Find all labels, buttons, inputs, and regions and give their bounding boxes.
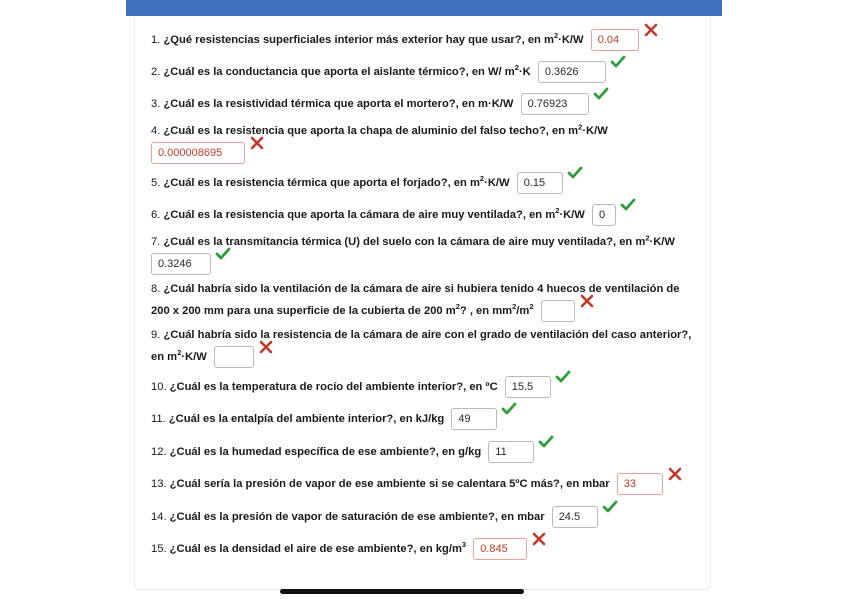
answer-input-14[interactable]: 24.5 [552,506,598,528]
answer-input-10[interactable]: 15.5 [505,376,551,398]
question-text: ¿Cuál es la resistencia que aporta la chapa de aluminio del falso techo?, en m [163,125,579,137]
superscript: 2 [553,31,559,41]
question-13 [151,473,701,495]
question-number: 13. [151,477,167,490]
question-4 [151,122,701,164]
question-unit: ·K/W [558,33,584,46]
question-15 [151,538,701,560]
question-text: ¿Cuál sería la presión de vapor de ese ambiente si se calentara 5ºC más?, en mbar [169,477,610,490]
answer-input-9[interactable] [214,346,254,368]
superscript: 2 [455,302,460,312]
question-text: ¿Cuál es la presión de vapor de saturación de ese ambiente?, en mbar [169,510,545,523]
question-number: 2. [151,65,161,78]
answer-input-13[interactable]: 33 [617,473,663,495]
question-1 [151,29,701,51]
question-12 [151,441,701,463]
answer-input-15[interactable]: 0.845 [473,538,527,560]
question-text: ¿Cuál es la resistencia térmica que aporta el forjado?, en m [163,176,480,189]
question-number: 6. [151,208,161,221]
question-text: ¿Cuál es la conductancia que aporta el aislante térmico?, en W/ m [163,65,515,78]
superscript: 2 [578,122,583,132]
question-number: 3. [151,97,161,110]
question-unit: ·K/W [582,125,608,137]
question-unit: /m [516,304,530,317]
superscript: 2 [512,302,517,312]
question-text: ¿Cuál es la transmitancia térmica (U) del suelo con la cámara de aire muy ventilada?, en m [163,236,646,248]
check-icon [610,55,626,69]
question-number: 12. [151,445,167,458]
check-icon [567,166,583,180]
question-6 [151,204,701,226]
question-3 [151,93,701,115]
cross-icon [667,467,683,481]
answer-input-7[interactable]: 0.3246 [151,253,211,275]
answer-input-8[interactable] [541,300,575,322]
superscript: 2 [555,206,560,216]
question-number: 8. [151,283,161,295]
check-icon [620,198,636,212]
question-text-cont: 200 x 200 mm para una superficie de la cubierta de 200 m [151,304,456,317]
question-5 [151,172,701,194]
check-icon [215,247,231,261]
question-11 [151,408,701,430]
question-9 [151,326,701,368]
question-text: ¿Cuál es la resistividad térmica que aporta el mortero?, en m·K/W [163,97,514,110]
answer-input-6[interactable]: 0 [592,204,616,226]
superscript: 2 [479,174,485,184]
question-text: ¿Qué resistencias superficiales interior más exterior hay que usar?, en m [163,33,554,46]
check-icon [555,370,571,384]
question-unit: ·K/W [559,208,585,221]
superscript: 2 [177,348,182,358]
question-10 [151,376,701,398]
question-unit: ·K/W [181,350,207,363]
question-number: 5. [151,176,161,189]
answer-input-3[interactable]: 0.76923 [521,93,589,115]
question-7 [151,233,701,275]
answer-input-5[interactable]: 0.15 [517,172,563,194]
question-text: ¿Cuál es la resistencia que aporta la cámara de aire muy ventilada?, en m [163,208,556,221]
answer-input-11[interactable]: 49 [451,408,497,430]
cross-icon [579,294,595,308]
cross-icon [258,340,274,354]
cross-icon [643,23,659,37]
question-text-cont: en m [151,350,178,363]
answer-input-12[interactable]: 11 [488,441,534,463]
check-icon [538,435,554,449]
superscript: 3 [461,540,467,550]
question-number: 9. [151,329,161,341]
question-text: ¿Cuál habría sido la ventilación de la cámara de aire si hubiera tenido 4 huecos de ventilación de [163,283,680,295]
question-text: ¿Cuál es la humedad específica de ese ambiente?, en g/kg [169,445,482,458]
question-14 [151,506,701,528]
question-text: ¿Cuál es la entalpía del ambiente interior?, en kJ/kg [168,412,445,425]
superscript: 2 [645,233,650,243]
question-number: 14. [151,510,167,523]
home-indicator[interactable] [280,589,524,594]
question-number: 11. [151,412,166,425]
answer-input-1[interactable]: 0.04 [591,29,639,51]
question-number: 7. [151,236,161,248]
question-text: ¿Cuál habría sido la resistencia de la cámara de aire con el grado de ventilación del caso anterior?, [163,329,692,341]
question-unit: ? , en mm [459,304,513,317]
cross-icon [531,532,547,546]
superscript: 2 [529,302,534,312]
question-2 [151,61,701,83]
question-number: 4. [151,125,161,137]
question-unit: ·K/W [649,236,675,248]
cross-icon [249,136,265,150]
question-unit: ·K [518,65,531,78]
check-icon [501,402,517,416]
question-text: ¿Cuál es la densidad el aire de ese ambiente?, en kg/m [169,542,462,555]
question-number: 10. [151,380,167,393]
check-icon [593,87,609,101]
check-icon [602,500,618,514]
superscript: 2 [514,63,519,73]
question-8 [151,280,701,322]
answer-input-2[interactable]: 0.3626 [538,61,606,83]
question-number: 1. [151,33,161,46]
question-text: ¿Cuál es la temperatura de rocío del ambiente interior?, en ºC [169,380,498,393]
header-bar [126,0,722,16]
question-number: 15. [151,542,167,555]
answer-input-4[interactable]: 0.000008695 [151,142,245,164]
question-unit: ·K/W [484,176,510,189]
